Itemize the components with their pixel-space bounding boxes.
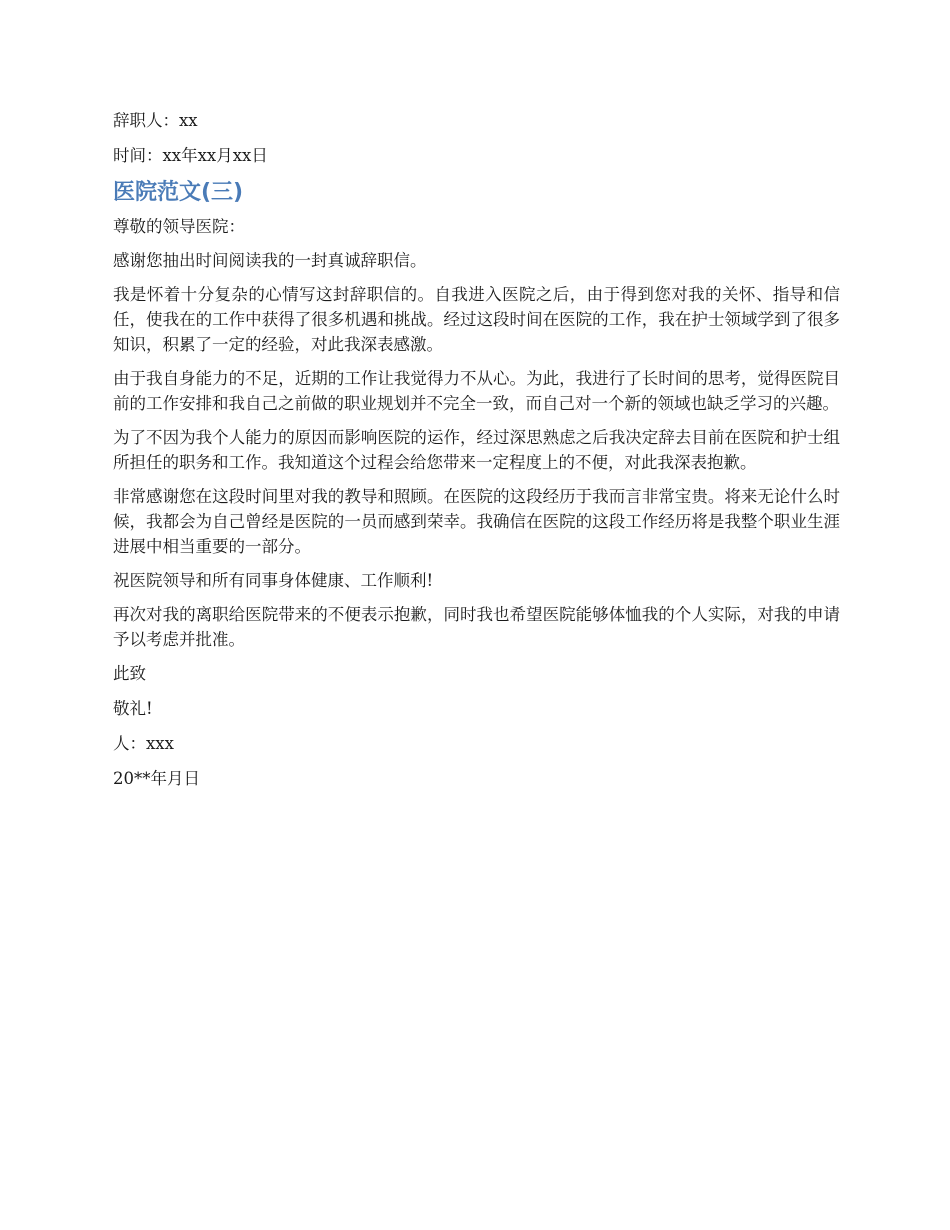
paragraph-gratitude: 非常感谢您在这段时间里对我的教导和照顾。在医院的这段经历于我而言非常宝贵。将来无论什么时候，我都会为自己曾经是医院的一员而感到荣幸。我确信在医院的这段工作经历将是我整个职业生涯进展中相当重要的一部分。 [113, 487, 840, 556]
paragraph-feelings: 我是怀着十分复杂的心情写这封辞职信的。自我进入医院之后，由于得到您对我的关怀、指导和信任，使我在的工作中获得了很多机遇和挑战。经过这段时间在医院的工作，我在护士领域学到了很多知识，积累了一定的经验，对此我深表感激。 [113, 285, 840, 354]
paragraph-thanks: 感谢您抽出时间阅读我的一封真诚辞职信。 [113, 251, 427, 270]
paragraph-reasons: 由于我自身能力的不足，近期的工作让我觉得力不从心。为此，我进行了长时间的思考，觉得医院目前的工作安排和我自己之前做的职业规划并不完全一致，而自己对一个新的领域也缺乏学习的兴趣。 [113, 369, 840, 413]
section-heading: 医院范文(三) [113, 180, 244, 205]
closing-line-1: 此致 [113, 664, 146, 683]
paragraph-wishes: 祝医院领导和所有同事身体健康、工作顺利! [113, 571, 434, 590]
resigner-line: 辞职人：xx [113, 111, 198, 130]
signed-date-line: 20**年月日 [113, 769, 200, 788]
document-page [113, 108, 840, 801]
date-line: 时间：xx年xx月xx日 [113, 146, 268, 165]
salutation: 尊敬的领导医院： [113, 217, 245, 236]
paragraph-decision: 为了不因为我个人能力的原因而影响医院的运作，经过深思熟虑之后我决定辞去目前在医院和护士组所担任的职务和工作。我知道这个过程会给您带来一定程度上的不便，对此我深表抱歉。 [113, 428, 840, 472]
paragraph-apology: 再次对我的离职给医院带来的不便表示抱歉，同时我也希望医院能够体恤我的个人实际，对我的申请予以考虑并批准。 [113, 605, 840, 649]
closing-line-2: 敬礼! [113, 699, 153, 718]
signer-line: 人：xxx [113, 734, 174, 753]
